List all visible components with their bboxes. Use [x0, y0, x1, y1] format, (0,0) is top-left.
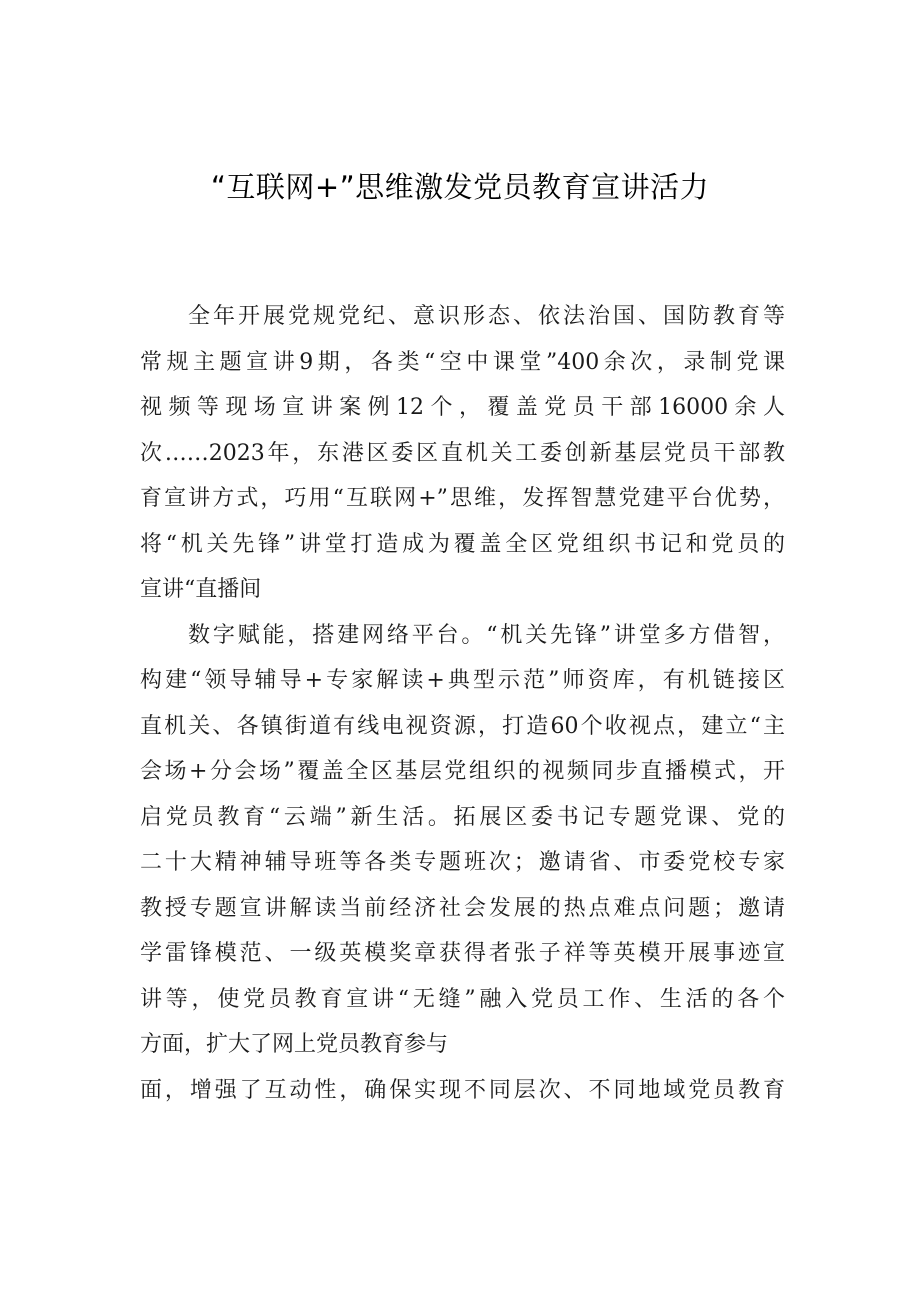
document-title: “互联网+”思维激发党员教育宣讲活力 [210, 170, 710, 204]
paragraph-1-line-4: 次……2023年，东港区委区直机关工委创新基层党员干部教 [140, 440, 785, 466]
document-body [140, 294, 785, 1113]
paragraph-2-line-5: 启党员教育“云端”新生活。拓展区委书记专题党课、党的 [140, 804, 785, 830]
paragraph-2-line-1: 数字赋能，搭建网络平台。“机关先锋”讲堂多方借智， [188, 622, 785, 648]
paragraph-1-line-6: 将“机关先锋”讲堂打造成为覆盖全区党组织书记和党员的 [140, 531, 785, 557]
paragraph-2-line-2: 构建“领导辅导+专家解读+典型示范”师资库，有机链接区 [140, 668, 785, 693]
paragraph-1-line-7: 宣讲“直播间 [140, 577, 262, 602]
paragraph-2-line-10: 方面，扩大了网上党员教育参与 [140, 1032, 449, 1057]
paragraph-1-line-3: 视频等现场宣讲案例12个，覆盖党员干部16000余人 [140, 395, 785, 420]
paragraph-2-line-8: 学雷锋模范、一级英模奖章获得者张子祥等英模开展事迹宣 [140, 941, 785, 966]
paragraph-2-line-7: 教授专题宣讲解读当前经济社会发展的热点难点问题；邀请 [140, 895, 785, 921]
paragraph-1-line-5: 育宣讲方式，巧用“互联网+”思维，发挥智慧党建平台优势， [140, 486, 785, 511]
paragraph-2-line-4: 会场+分会场”覆盖全区基层党组织的视频同步直播模式，开 [140, 759, 785, 784]
paragraph-3-line-1: 面，增强了互动性，确保实现不同层次、不同地域党员教育 [140, 1077, 785, 1103]
paragraph-2-line-6: 二十大精神辅导班等各类专题班次；邀请省、市委党校专家 [140, 850, 785, 875]
paragraph-2-line-3: 直机关、各镇街道有线电视资源，打造60个收视点，建立“主 [140, 713, 785, 739]
paragraph-1-line-1: 全年开展党规党纪、意识形态、依法治国、国防教育等 [188, 304, 785, 329]
paragraph-1-line-2: 常规主题宣讲9期，各类“空中课堂”400余次，录制党课 [140, 349, 785, 375]
paragraph-2-line-9: 讲等，使党员教育宣讲“无缝”融入党员工作、生活的各个 [140, 986, 785, 1012]
